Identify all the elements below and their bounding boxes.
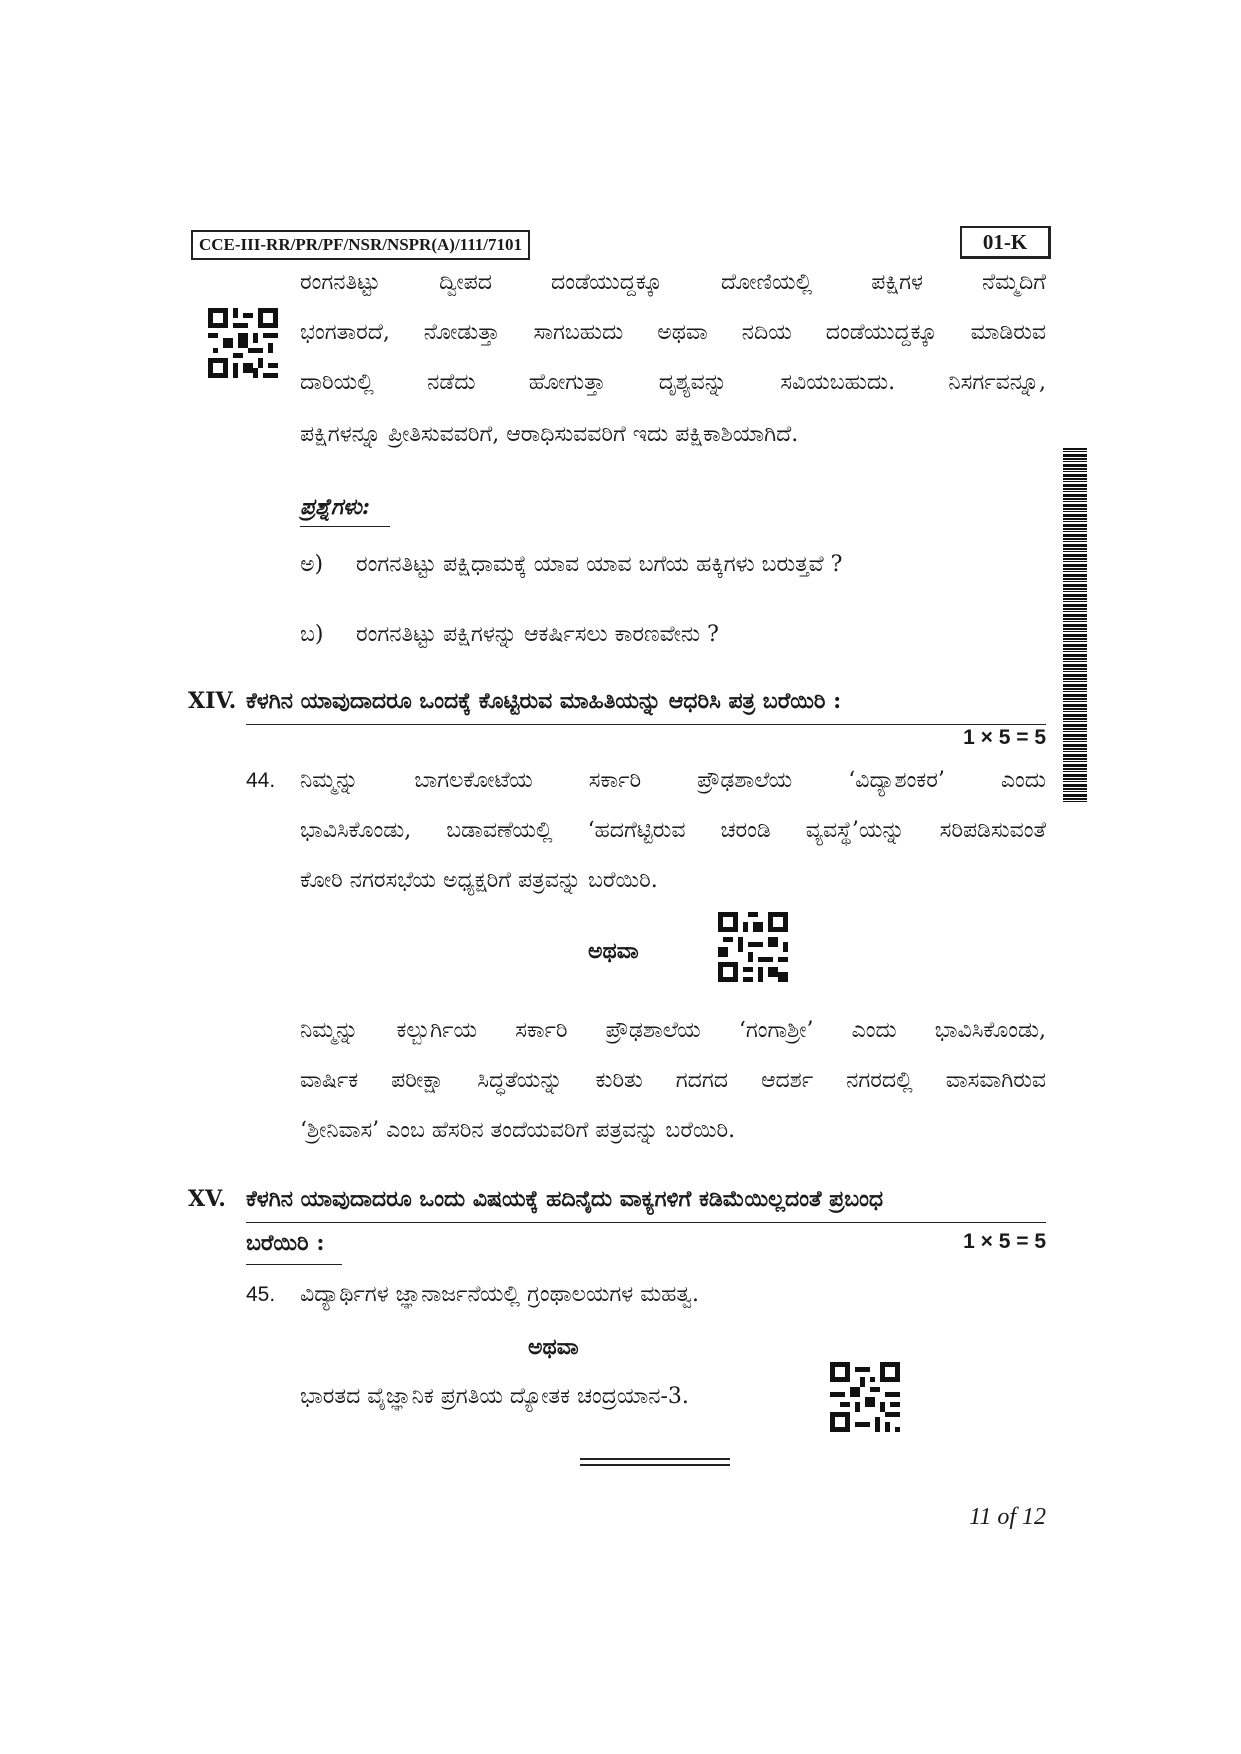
question-44-number: 44. xyxy=(246,769,276,792)
question-a-text: ರಂಗನತಿಟ್ಟು ಪಕ್ಷಿಧಾಮಕ್ಕೆ ಯಾವ ಯಾವ ಬಗೆಯ ಹಕ್ಕಿಗಳು ಬರುತ್ತವೆ ? xyxy=(356,552,843,577)
page-number: 11 of 12 xyxy=(969,1504,1046,1530)
section-14-number: XIV. xyxy=(188,688,237,714)
section-15-number: XV. xyxy=(188,1186,226,1212)
section-15-marks: 1 × 5 = 5 xyxy=(963,1230,1046,1253)
question-44-line-3: ಕೋರಿ ನಗರಸಭೆಯ ಅಧ್ಯಕ್ಷರಿಗೆ ಪತ್ರವನ್ನು ಬರೆಯಿರಿ. xyxy=(300,868,658,893)
passage-line-4: ಪಕ್ಷಿಗಳನ್ನೂ ಪ್ರೀತಿಸುವವರಿಗೆ, ಆರಾಧಿಸುವವರಿಗೆ ಇದು ಪಕ್ಷಿಕಾಶಿಯಾಗಿದೆ. xyxy=(300,422,799,447)
section-15-heading: ಕೆಳಗಿನ ಯಾವುದಾದರೂ ಒಂದು ವಿಷಯಕ್ಕೆ ಹದಿನೈದು ವಾಕ್ಯಗಳಿಗೆ ಕಡಿಮೆಯಿಲ್ಲದಂತೆ ಪ್ರಬಂಧ xyxy=(246,1186,884,1212)
question-44-line-2: ಭಾವಿಸಿಕೊಂಡು, ಬಡಾವಣೆಯಲ್ಲಿ ‘ಹದಗೆಟ್ಟಿರುವ ಚರಂಡಿ ವ್ಯವಸ್ಥೆ’ಯನ್ನು ಸರಿಪಡಿಸುವಂತೆ xyxy=(300,818,1046,843)
question-a-label: ಅ) xyxy=(300,552,324,577)
section-15-cont-underline xyxy=(246,1264,342,1265)
section-15-rule xyxy=(246,1222,1046,1223)
section-14-or: ಅಥವಾ xyxy=(588,938,639,964)
question-45-alt-text: ಭಾರತದ ವೈಜ್ಞಾನಿಕ ಪ್ರಗತಿಯ ದ್ಯೋತಕ ಚಂದ್ರಯಾನ-3. xyxy=(300,1384,689,1409)
barcode-icon xyxy=(1063,448,1087,804)
passage-line-1: ರಂಗನತಿಟ್ಟು ದ್ವೀಪದ ದಂಡೆಯುದ್ದಕ್ಕೂ ದೋಣಿಯಲ್ಲಿ ಪಕ್ಷಿಗಳ ನೆಮ್ಮದಿಗೆ xyxy=(300,270,1046,295)
section-15-heading-cont: ಬರೆಯಿರಿ : xyxy=(246,1230,325,1256)
section-14-rule xyxy=(246,724,1046,725)
passage-line-2: ಭಂಗತಾರದೆ, ನೋಡುತ್ತಾ ಸಾಗಬಹುದು ಅಥವಾ ನದಿಯ ದಂಡೆಯುದ್ದಕ್ಕೂ ಮಾಡಿರುವ xyxy=(300,320,1046,345)
end-double-rule xyxy=(580,1458,730,1466)
question-44-line-1: ನಿಮ್ಮನ್ನು ಬಾಗಲಕೋಟೆಯ ಸರ್ಕಾರಿ ಪ್ರೌಢಶಾಲೆಯ ‘ವಿದ್ಯಾಶಂಕರ’ ಎಂದು xyxy=(300,768,1046,793)
passage-line-3: ದಾರಿಯಲ್ಲಿ ನಡೆದು ಹೋಗುತ್ತಾ ದೃಶ್ಯವನ್ನು ಸವಿಯಬಹುದು. ನಿಸರ್ಗವನ್ನೂ, xyxy=(300,370,1046,395)
paper-code: CCE-III-RR/PR/PF/NSR/NSPR(A)/111/7101 xyxy=(191,230,530,260)
section-14-heading: ಕೆಳಗಿನ ಯಾವುದಾದರೂ ಒಂದಕ್ಕೆ ಕೊಟ್ಟಿರುವ ಮಾಹಿತಿಯನ್ನು ಆಧರಿಸಿ ಪತ್ರ ಬರೆಯಿರಿ : xyxy=(246,688,842,714)
section-15-or: ಅಥವಾ xyxy=(528,1334,579,1360)
qr-code-icon xyxy=(718,912,788,982)
version-tag: 01-K xyxy=(960,226,1051,259)
qr-code-icon xyxy=(208,308,278,378)
question-b-text: ರಂಗನತಿಟ್ಟು ಪಕ್ಷಿಗಳನ್ನು ಆಕರ್ಷಿಸಲು ಕಾರಣವೇನು ? xyxy=(356,622,719,647)
section-14-marks: 1 × 5 = 5 xyxy=(963,726,1046,749)
questions-heading: ಪ್ರಶ್ನೆಗಳು: xyxy=(300,494,370,520)
question-44-alt-line-2: ವಾರ್ಷಿಕ ಪರೀಕ್ಷಾ ಸಿದ್ಧತೆಯನ್ನು ಕುರಿತು ಗದಗದ ಆದರ್ಶ ನಗರದಲ್ಲಿ ವಾಸವಾಗಿರುವ xyxy=(300,1068,1046,1093)
question-44-alt-line-3: ‘ಶ್ರೀನಿವಾಸ’ ಎಂಬ ಹೆಸರಿನ ತಂದೆಯವರಿಗೆ ಪತ್ರವನ್ನು ಬರೆಯಿರಿ. xyxy=(300,1118,736,1143)
questions-heading-underline xyxy=(300,526,390,527)
qr-code-icon xyxy=(830,1362,900,1432)
question-45-number: 45. xyxy=(246,1283,276,1306)
question-b-label: ಬ) xyxy=(300,622,324,647)
question-45-text: ವಿದ್ಯಾರ್ಥಿಗಳ ಜ್ಞಾನಾರ್ಜನೆಯಲ್ಲಿ ಗ್ರಂಥಾಲಯಗಳ ಮಹತ್ವ. xyxy=(300,1282,700,1307)
question-44-alt-line-1: ನಿಮ್ಮನ್ನು ಕಲ್ಬುರ್ಗಿಯ ಸರ್ಕಾರಿ ಪ್ರೌಢಶಾಲೆಯ ‘ಗಂಗಾಶ್ರೀ’ ಎಂದು ಭಾವಿಸಿಕೊಂಡು, xyxy=(300,1018,1046,1043)
